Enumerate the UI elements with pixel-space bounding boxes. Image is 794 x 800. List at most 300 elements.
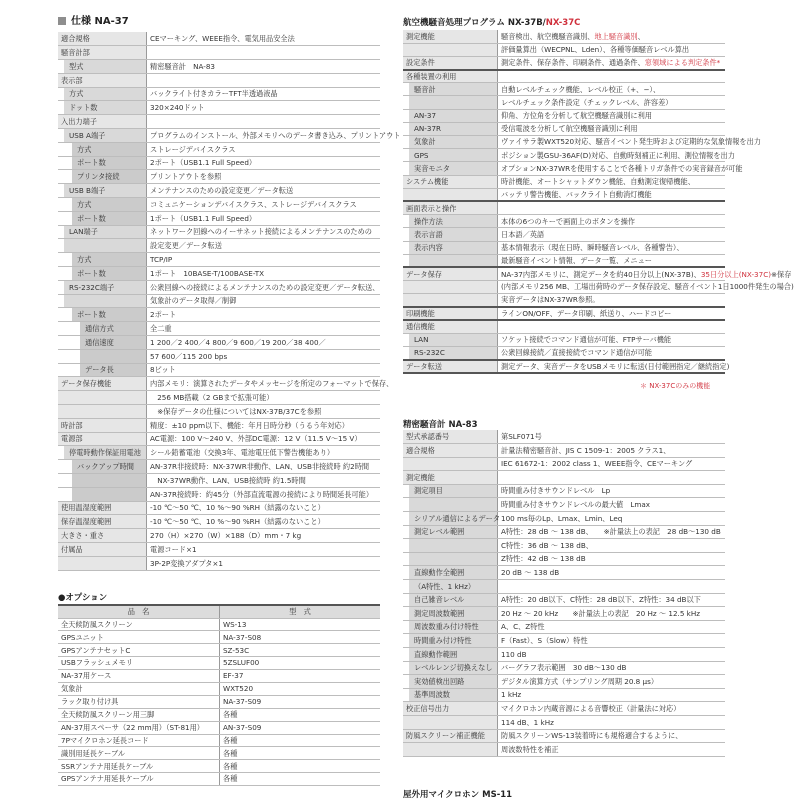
spec-key: 適合規格	[58, 32, 147, 46]
spec-row	[403, 201, 725, 214]
spec-value	[147, 239, 381, 253]
spec-key: 気象計	[403, 136, 498, 149]
spec-value-text: 256 MB搭載（2 GBまで拡張可能）	[150, 392, 274, 402]
spec-key: 測定周波数範囲	[403, 607, 498, 621]
spec-key: 付属品	[58, 542, 147, 556]
spec-row	[403, 539, 725, 553]
option-name: 識別用延長ケーブル	[58, 747, 220, 760]
spec-title-ms11: 屋外用マイクロホン MS-11	[403, 790, 513, 800]
spec-row	[58, 501, 380, 515]
spec-key: ポート数	[58, 156, 147, 170]
spec-value-text: 114 dB、1 kHz	[501, 717, 554, 727]
spec-value	[498, 512, 726, 526]
option-name: 全天候防風スクリーン	[58, 618, 220, 631]
spec-value-text: バックライト付きカラーTFT半透過液晶	[150, 89, 278, 99]
spec-row	[403, 122, 725, 135]
spec-value-text: デジタル演算方式（サンプリング周期 20.8 μs）	[501, 676, 659, 686]
spec-value-text: 受信電波を分析して航空機騒音識別に利用	[501, 124, 638, 134]
spec-row	[58, 474, 380, 488]
spec-key: 時計部	[58, 418, 147, 432]
spec-value	[147, 474, 381, 488]
spec-value-text: ネットワーク回線へのイーサネット接続によるメンテナンスのための	[150, 227, 372, 237]
option-name: NA-37用ケース	[58, 670, 220, 683]
spec-value	[498, 136, 761, 149]
spec-value	[498, 552, 726, 566]
spec-value	[498, 294, 726, 307]
spec-row	[58, 239, 380, 253]
spec-row	[58, 529, 380, 543]
spec-value	[147, 405, 381, 419]
option-row	[58, 773, 380, 786]
spec-key: USB B端子	[58, 184, 147, 198]
spec-value-text: 全二重	[150, 323, 172, 333]
spec-value	[498, 201, 726, 214]
spec-value-text: 3P-2P変換アダプタ×1	[150, 558, 223, 568]
spec-value	[498, 254, 726, 267]
spec-value	[498, 175, 726, 188]
spec-value	[147, 363, 381, 377]
spec-key	[58, 487, 147, 501]
spec-row	[403, 149, 725, 162]
spec-key: 大きさ・重さ	[58, 529, 147, 543]
spec-key: 使用温湿度範囲	[58, 501, 147, 515]
spec-row	[58, 46, 380, 60]
spec-value	[498, 457, 726, 471]
spec-value-text: AC電源：100 V～240 V、外部DC電源：12 V（11.5 V～15 V）	[150, 434, 362, 444]
option-row	[58, 721, 380, 734]
option-model: 各種	[220, 747, 381, 760]
spec-row	[58, 253, 380, 267]
option-model: NA-37-S08	[220, 631, 381, 644]
spec-value	[498, 267, 792, 280]
spec-value	[147, 253, 381, 267]
highlight-text: 窓領域による判定条件*	[644, 58, 721, 68]
spec-row	[58, 418, 380, 432]
spec-row	[403, 360, 725, 373]
option-name: USBフラッシュメモリ	[58, 657, 220, 670]
spec-value	[498, 580, 726, 594]
spec-title-na37: 仕様 NA-37	[58, 12, 129, 27]
spec-key: 実効値検出回路	[403, 675, 498, 689]
option-row	[58, 644, 380, 657]
spec-value-text: 1 kHz	[501, 690, 522, 700]
spec-value	[147, 46, 381, 60]
square-icon	[58, 17, 66, 25]
spec-value	[498, 333, 726, 346]
spec-value	[498, 307, 726, 320]
spec-value-text: Z特性：42 dB ～ 138 dB	[501, 554, 586, 564]
spec-key: 表示内容	[403, 241, 498, 254]
spec-key: 時間重み付け特性	[403, 634, 498, 648]
spec-value	[498, 444, 726, 458]
option-name: GPSアンテナセットC	[58, 644, 220, 657]
spec-row	[58, 294, 380, 308]
spec-row	[58, 60, 380, 74]
spec-value	[498, 634, 726, 648]
spec-value-text: -10 ℃～50 ℃、10 %～90 %RH（結露のないこと）	[150, 503, 325, 513]
spec-key	[58, 239, 147, 253]
spec-value-text: NA-37内部メモリに、測定データを約40日分以上(NX-37B)、	[501, 269, 701, 279]
spec-row	[58, 211, 380, 225]
spec-row	[403, 96, 725, 109]
spec-value	[147, 542, 381, 556]
spec-value-text: 基本情報表示（現在日時、瞬時騒音レベル、各種警告）、	[501, 242, 684, 252]
option-model: 各種	[220, 708, 381, 721]
spec-key	[403, 294, 498, 307]
spec-row	[403, 347, 725, 360]
spec-key	[58, 405, 147, 419]
spec-row	[403, 457, 725, 471]
spec-row	[58, 446, 380, 460]
spec-row	[403, 109, 725, 122]
spec-row	[403, 83, 725, 96]
spec-value	[147, 529, 381, 543]
spec-key	[403, 498, 498, 512]
spec-value-text: 第SLF071号	[501, 431, 542, 441]
spec-value	[147, 267, 381, 281]
spec-row	[403, 498, 725, 512]
spec-value	[498, 30, 726, 43]
spec-key: 表示言語	[403, 228, 498, 241]
spec-key	[58, 391, 147, 405]
spec-value-text: 周波数特性を補正	[501, 744, 559, 754]
spec-value-text: 20 Hz ～ 20 kHz ※計量法上の表記 20 Hz ～ 12.5 kHz	[501, 608, 701, 618]
spec-key	[403, 552, 498, 566]
spec-value-text: C特性：36 dB ～ 138 dB、	[501, 540, 593, 550]
option-table	[58, 604, 380, 786]
spec-row	[403, 228, 725, 241]
spec-value-text: 公衆回線接続／直接接続でコマンド通信が可能	[501, 348, 652, 358]
spec-key	[403, 743, 498, 757]
spec-key: システム機能	[403, 175, 498, 188]
footnote: ＊ NX-37Cのみの機能	[640, 382, 711, 390]
spec-row	[58, 267, 380, 281]
spec-row	[403, 430, 725, 444]
spec-row	[58, 405, 380, 419]
spec-row	[403, 281, 725, 294]
spec-row	[403, 215, 725, 228]
spec-key	[403, 254, 498, 267]
spec-key	[58, 474, 147, 488]
spec-value-text: -10 ℃～50 ℃、10 %～90 %RH（結露のないこと）	[150, 517, 325, 527]
spec-row	[403, 307, 725, 320]
spec-row	[403, 566, 725, 580]
spec-row	[403, 729, 725, 743]
spec-key: RS-232C	[403, 347, 498, 360]
spec-value	[498, 715, 726, 729]
spec-value	[147, 198, 381, 212]
spec-key: 自己雑音レベル	[403, 593, 498, 607]
spec-key: 印刷機能	[403, 307, 498, 320]
spec-row	[58, 129, 380, 143]
spec-value-text: 騒音検出、航空機騒音識別、	[501, 31, 595, 41]
spec-row	[403, 634, 725, 648]
spec-row	[403, 471, 725, 485]
spec-key: GPS	[403, 149, 498, 162]
spec-row	[403, 30, 725, 43]
spec-value-text: 20 dB ～ 138 dB	[501, 568, 560, 578]
spec-value	[498, 96, 726, 109]
spec-key: データ転送	[403, 360, 498, 373]
spec-row	[58, 73, 380, 87]
spec-value	[147, 377, 394, 391]
spec-key: 基準周波数	[403, 688, 498, 702]
spec-key: 測定項目	[403, 484, 498, 498]
spec-value	[498, 743, 726, 757]
spec-value	[147, 432, 381, 446]
spec-value	[498, 215, 726, 228]
spec-value-text: ストレージデバイスクラス	[150, 144, 236, 154]
spec-key: LAN	[403, 333, 498, 346]
spec-value	[147, 487, 381, 501]
spec-key: LAN端子	[58, 225, 147, 239]
option-name: 気象計	[58, 682, 220, 695]
option-model: WS-13	[220, 618, 381, 631]
spec-row	[403, 580, 725, 594]
spec-key	[403, 457, 498, 471]
spec-value-text: 気象計のデータ取得／制御	[150, 296, 237, 306]
spec-key: 画面表示と操作	[403, 201, 498, 214]
spec-value	[498, 188, 726, 201]
spec-key: 周波数重み付け特性	[403, 620, 498, 634]
spec-value-text: AN-37R非接続時：NX-37WR非動作、LAN、USB非接続時 約2時間	[150, 461, 370, 471]
spec-value	[147, 501, 381, 515]
option-model: 5ZSLUF00	[220, 657, 381, 670]
spec-value-text: 精度：±10 ppm以下、機能：年月日時分秒（うるう年対応）	[150, 420, 349, 430]
spec-key: USB A端子	[58, 129, 147, 143]
option-name: SSRアンテナ用延長ケーブル	[58, 760, 220, 773]
spec-key: データ保存機能	[58, 377, 147, 391]
spec-key	[58, 349, 147, 363]
option-name: 全天候防風スクリーン用三脚	[58, 708, 220, 721]
spec-row	[403, 333, 725, 346]
spec-row	[58, 336, 380, 350]
spec-row	[403, 294, 725, 307]
spec-value-text: 時間重み付きサウンドレベル Lp	[501, 486, 611, 496]
spec-value	[147, 460, 381, 474]
spec-value	[147, 515, 381, 529]
option-row	[58, 631, 380, 644]
spec-row	[403, 188, 725, 201]
spec-row	[403, 70, 725, 83]
spec-value	[498, 122, 726, 135]
spec-key: 測定機能	[403, 30, 498, 43]
spec-row	[403, 241, 725, 254]
option-row	[58, 670, 380, 683]
spec-key: ポート数	[58, 211, 147, 225]
spec-key: 通信機能	[403, 320, 498, 333]
spec-table-nx37	[403, 30, 794, 374]
spec-key: 方式	[58, 253, 147, 267]
spec-value-text: CEマーキング、WEEE指令、電気用品安全法	[150, 33, 295, 43]
spec-value	[147, 308, 381, 322]
spec-value	[147, 101, 381, 115]
spec-row	[403, 661, 725, 675]
spec-row	[58, 225, 380, 239]
spec-row	[403, 688, 725, 702]
option-row	[58, 682, 380, 695]
spec-value-text: 日本語／英語	[501, 229, 545, 239]
spec-key: 騒音計	[403, 83, 498, 96]
spec-key: 方式	[58, 87, 147, 101]
spec-row	[58, 308, 380, 322]
spec-value	[147, 60, 381, 74]
spec-value	[498, 70, 726, 83]
spec-key: 校正信号出力	[403, 702, 498, 716]
spec-row	[403, 267, 725, 280]
spec-value	[498, 539, 726, 553]
spec-value-text: 最新騒音イベント情報、データ一覧、メニュー	[501, 255, 652, 265]
spec-value	[498, 702, 726, 716]
spec-value-text: ラインON/OFF、データ印刷、紙送り、ハードコピー	[501, 308, 672, 318]
spec-row	[58, 391, 380, 405]
spec-key: 入出力端子	[58, 115, 147, 129]
option-row	[58, 618, 380, 631]
option-header-cell: 型 式	[220, 605, 381, 618]
spec-row	[58, 363, 380, 377]
spec-row	[403, 552, 725, 566]
option-name: GPSユニット	[58, 631, 220, 644]
option-name: AN-37用スペーサ（22 mm用）（ST-81用）	[58, 721, 220, 734]
spec-row	[403, 56, 725, 69]
spec-value-text: 時計機能、オートシャットダウン機能、自動測定復帰機能、	[501, 176, 695, 186]
spec-value-text: 実音データはNX-37WR参照。	[501, 295, 600, 305]
spec-value	[498, 471, 726, 485]
spec-value-text: 8ビット	[150, 365, 176, 375]
spec-value	[498, 620, 726, 634]
spec-row	[58, 198, 380, 212]
spec-row	[403, 162, 725, 175]
spec-key: ドット数	[58, 101, 147, 115]
spec-value	[147, 156, 381, 170]
spec-row	[58, 87, 380, 101]
spec-value-text: 内部メモリ：演算されたデータやメッセージを所定のフォーマットで保存、	[150, 379, 394, 389]
spec-value	[498, 162, 743, 175]
spec-row	[58, 170, 380, 184]
spec-row	[403, 593, 725, 607]
spec-row	[58, 515, 380, 529]
option-model: 各種	[220, 773, 381, 786]
spec-value	[498, 661, 726, 675]
spec-row	[403, 136, 725, 149]
spec-row	[403, 254, 725, 267]
spec-value	[498, 566, 726, 580]
spec-value-text: 電源コード×1	[150, 544, 197, 554]
spec-value	[498, 83, 726, 96]
spec-value	[498, 607, 726, 621]
spec-value-text: 評価量算出（WECPNL、Lden）、各種等価騒音レベル算出	[501, 45, 690, 55]
spec-row	[403, 43, 725, 56]
spec-value	[147, 349, 381, 363]
spec-row	[58, 280, 380, 294]
spec-value-text: 2ポート（USB1.1 Full Speed）	[150, 158, 257, 168]
spec-value	[498, 593, 726, 607]
spec-value-text: 2ポート	[150, 310, 177, 320]
option-row	[58, 760, 380, 773]
spec-row	[403, 512, 725, 526]
spec-value-text: (内部メモリ256 MB、工場出荷時のデータ保存設定、騒音イベント1日1000件発生の場合)	[501, 282, 794, 292]
spec-row	[58, 349, 380, 363]
spec-value	[147, 336, 381, 350]
spec-value-text: ヴァイサラ製WXT520対応、騒音イベント発生時および定期的な気象情報を出力	[501, 137, 761, 147]
spec-value	[498, 347, 726, 360]
spec-row	[403, 320, 725, 333]
spec-key: RS-232C端子	[58, 280, 147, 294]
spec-key: 方式	[58, 198, 147, 212]
spec-key: データ保存	[403, 267, 498, 280]
spec-value	[498, 109, 726, 122]
spec-row	[58, 322, 380, 336]
spec-row	[403, 648, 725, 662]
spec-key: 適合規格	[403, 444, 498, 458]
spec-row	[403, 607, 725, 621]
spec-value	[498, 241, 726, 254]
spec-value-text: オプションNX-37WRを使用することで各種トリガ条件での実音録音が可能	[501, 163, 743, 173]
spec-value	[147, 391, 381, 405]
spec-value-text: 本体の6つのキーで画面上のボタンを操作	[501, 216, 635, 226]
spec-value-text: F（Fast）、S（Slow）特性	[501, 636, 588, 646]
spec-value-text: 1 200／2 400／4 800／9 600／19 200／38 400／	[150, 337, 326, 347]
spec-key: 操作方法	[403, 215, 498, 228]
option-model: NA-37-S09	[220, 695, 381, 708]
spec-value	[147, 129, 401, 143]
spec-title-nx37: 航空機騒音処理プログラム NX-37B/NX-37C	[403, 18, 581, 28]
spec-value-text: 320×240ドット	[150, 103, 205, 113]
spec-key: 騒音計部	[58, 46, 147, 60]
spec-row	[58, 556, 380, 570]
option-model: 各種	[220, 760, 381, 773]
spec-value-text: バーグラフ表示範囲 30 dB～130 dB	[501, 663, 627, 673]
spec-value	[147, 170, 381, 184]
option-row	[58, 708, 380, 721]
spec-key	[403, 539, 498, 553]
spec-row	[58, 542, 380, 556]
spec-title-na83: 精密騒音計 NA-83	[403, 420, 478, 430]
spec-value	[147, 446, 381, 460]
option-model: SZ-53C	[220, 644, 381, 657]
spec-key: 停電時動作保証用電池	[58, 446, 147, 460]
spec-value	[147, 556, 381, 570]
spec-value	[498, 688, 726, 702]
spec-value-text: ソケット接続でコマンド通信が可能、FTPサーバ機能	[501, 335, 672, 345]
spec-key: 実音モニタ	[403, 162, 498, 175]
spec-key: レベルレンジ切換えなし	[403, 661, 498, 675]
spec-value-text: マイクロホン内蔵音源による音響校正（計量法に対応）	[501, 703, 681, 713]
spec-value	[147, 115, 381, 129]
spec-key: 型式承認番号	[403, 430, 498, 444]
spec-key: 設定条件	[403, 56, 498, 69]
spec-value-tail: ※保存	[771, 269, 792, 279]
spec-value-text: 1ポート（USB1.1 Full Speed）	[150, 213, 257, 223]
spec-row	[58, 432, 380, 446]
spec-key: AN-37	[403, 109, 498, 122]
spec-key	[403, 715, 498, 729]
spec-key: 直線動作全範囲	[403, 566, 498, 580]
spec-value	[498, 525, 726, 539]
option-header-cell: 品 名	[58, 605, 220, 618]
spec-value-text: 57 600／115 200 bps	[150, 351, 228, 361]
spec-key: 電源部	[58, 432, 147, 446]
spec-row	[403, 702, 725, 716]
spec-key: ポート数	[58, 308, 147, 322]
spec-value-tail: 、	[637, 31, 645, 41]
spec-value-text: 測定条件、保存条件、印刷条件、通過条件、	[501, 58, 645, 68]
spec-value	[498, 729, 726, 743]
spec-row	[403, 675, 725, 689]
option-name: 7Pマイクロホン延長コード	[58, 734, 220, 747]
spec-value-text: A、C、Z特性	[501, 622, 545, 632]
spec-value-text: ※保存データの仕様についてはNX-37B/37Cを参照	[150, 406, 322, 416]
